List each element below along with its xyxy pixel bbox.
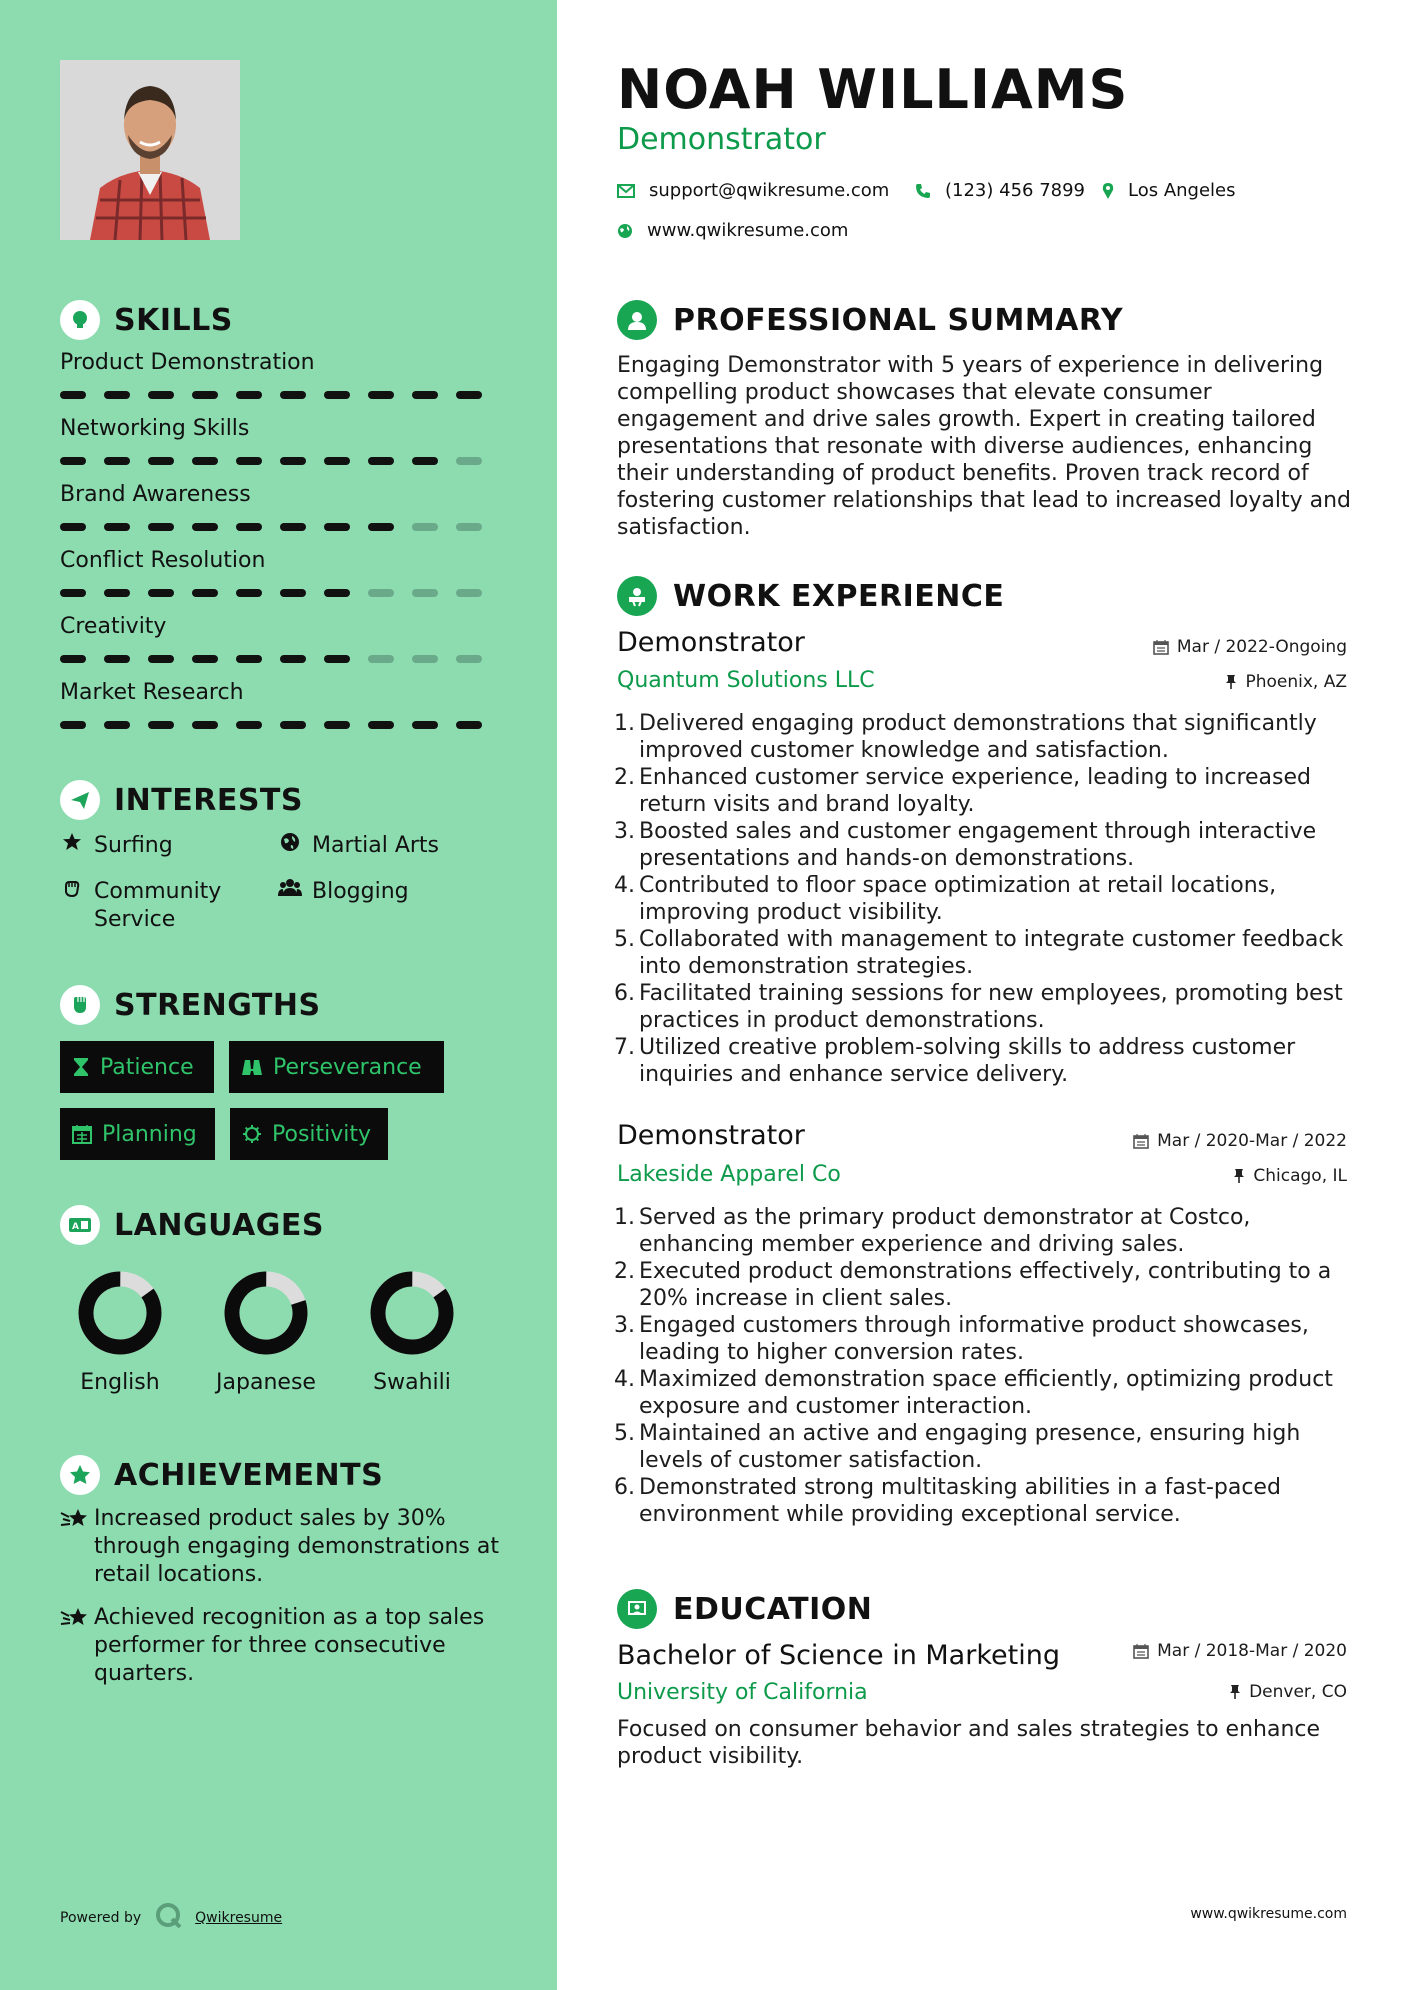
education-dates bbox=[1133, 1641, 1347, 1661]
skill-level-dash bbox=[324, 457, 350, 465]
skill-level-dash bbox=[60, 457, 86, 465]
skill-name: Product Demonstration bbox=[60, 350, 315, 375]
job-dates bbox=[1133, 1131, 1347, 1151]
bullet-text: Executed product demonstrations effectively, contributing to a 20% increase in client sales. bbox=[639, 1259, 1332, 1311]
contact-email[interactable] bbox=[617, 180, 889, 201]
job-bullet bbox=[609, 1420, 1369, 1474]
skill-level-dash bbox=[412, 721, 438, 729]
achievement-text: Increased product sales by 30% through engaging demonstrations at retail locations. bbox=[94, 1506, 499, 1587]
job-bullets bbox=[609, 710, 1369, 1088]
skill-level-dash bbox=[60, 523, 86, 531]
education-heading bbox=[617, 1589, 872, 1629]
bullet-text: Boosted sales and customer engagement through interactive presentations and hands-on demonstrations. bbox=[639, 819, 1317, 871]
skill-level-dash bbox=[192, 655, 218, 663]
skill-item bbox=[60, 614, 500, 663]
skill-level-bar bbox=[60, 721, 500, 729]
skill-level-dash bbox=[60, 391, 86, 399]
skill-level-dash bbox=[280, 655, 306, 663]
language-label: Japanese bbox=[216, 1370, 316, 1395]
language-label: English bbox=[80, 1370, 160, 1395]
skill-level-dash bbox=[412, 589, 438, 597]
language-item bbox=[60, 1268, 180, 1395]
skill-level-dash bbox=[368, 655, 394, 663]
skill-level-dash bbox=[236, 457, 262, 465]
skill-level-dash bbox=[192, 589, 218, 597]
language-icon bbox=[60, 1205, 100, 1245]
skill-level-dash bbox=[148, 589, 174, 597]
job-location bbox=[1225, 672, 1347, 692]
sidebar bbox=[0, 0, 557, 1990]
map-marker-icon bbox=[1102, 182, 1114, 200]
bullet-number: 4. bbox=[614, 1367, 635, 1392]
bullet-number: 1. bbox=[614, 711, 635, 736]
skills-heading bbox=[60, 300, 233, 340]
skill-level-dash bbox=[104, 721, 130, 729]
website-text: www.qwikresume.com bbox=[647, 220, 849, 241]
phone-text: (123) 456 7899 bbox=[945, 180, 1086, 201]
skill-level-dash bbox=[148, 655, 174, 663]
bullet-text: Demonstrated strong multitasking abilities in a fast-paced environment while providing exceptional service. bbox=[639, 1475, 1281, 1527]
bullet-text: Delivered engaging product demonstrations that significantly improved customer knowledge and satisfaction. bbox=[639, 711, 1317, 763]
skill-level-dash bbox=[456, 721, 482, 729]
skill-level-dash bbox=[324, 655, 350, 663]
skill-item bbox=[60, 350, 500, 399]
skill-level-bar bbox=[60, 391, 500, 399]
contact-phone[interactable] bbox=[915, 180, 1085, 201]
bullet-text: Contributed to floor space optimization at retail locations, improving product visibility. bbox=[639, 873, 1277, 925]
globe-icon bbox=[617, 223, 633, 239]
skill-level-dash bbox=[236, 589, 262, 597]
skill-level-dash bbox=[236, 523, 262, 531]
skill-level-dash bbox=[192, 457, 218, 465]
gear-icon bbox=[242, 1124, 262, 1144]
email-text: support@qwikresume.com bbox=[649, 180, 890, 201]
skill-level-dash bbox=[368, 523, 394, 531]
interest-label: Community Service bbox=[94, 879, 222, 932]
skill-level-dash bbox=[456, 655, 482, 663]
skill-level-dash bbox=[60, 589, 86, 597]
languages-title: LANGUAGES bbox=[114, 1207, 324, 1243]
interest-item bbox=[60, 878, 260, 934]
education-text: Focused on consumer behavior and sales strategies to enhance product visibility. bbox=[617, 1717, 1321, 1769]
skill-name: Brand Awareness bbox=[60, 482, 251, 507]
skill-level-dash bbox=[148, 391, 174, 399]
skill-name: Market Research bbox=[60, 680, 244, 705]
calendar-icon bbox=[1133, 1133, 1149, 1149]
skill-level-dash bbox=[104, 457, 130, 465]
skill-level-bar bbox=[60, 523, 500, 531]
skill-level-dash bbox=[148, 523, 174, 531]
pushpin-icon bbox=[1233, 1168, 1245, 1184]
star-icon bbox=[60, 832, 84, 852]
strength-tag bbox=[229, 1041, 444, 1093]
bullet-number: 2. bbox=[614, 1259, 635, 1284]
bullet-number: 1. bbox=[614, 1205, 635, 1230]
calendar-icon bbox=[72, 1124, 92, 1144]
candidate-role: Demonstrator bbox=[617, 122, 826, 157]
bullet-text: Maintained an active and engaging presence, ensuring high levels of customer satisfaction. bbox=[639, 1421, 1301, 1473]
bullet-text: Maximized demonstration space efficiently, optimizing product exposure and customer interaction. bbox=[639, 1367, 1333, 1419]
achievement-item bbox=[60, 1505, 510, 1589]
skill-level-dash bbox=[280, 523, 306, 531]
skill-level-dash bbox=[324, 391, 350, 399]
language-item bbox=[352, 1268, 472, 1395]
education-location-text: Denver, CO bbox=[1249, 1682, 1347, 1702]
bullet-number: 6. bbox=[614, 981, 635, 1006]
skill-level-dash bbox=[412, 523, 438, 531]
bullet-text: Collaborated with management to integrate customer feedback into demonstration strategies. bbox=[639, 927, 1344, 979]
strengths-title: STRENGTHS bbox=[114, 987, 321, 1023]
job-company: Quantum Solutions LLC bbox=[617, 668, 875, 693]
shooting-star-icon bbox=[60, 1606, 94, 1634]
binoculars-icon bbox=[241, 1057, 263, 1077]
language-label: Swahili bbox=[373, 1370, 451, 1395]
job-bullet bbox=[609, 872, 1369, 926]
main-content bbox=[557, 0, 1407, 1990]
skill-level-dash bbox=[280, 589, 306, 597]
powered-by bbox=[60, 1902, 282, 1934]
job-dates-text: Mar / 2022-Ongoing bbox=[1176, 637, 1347, 657]
skill-item bbox=[60, 680, 500, 729]
skill-level-dash bbox=[368, 391, 394, 399]
job-bullet bbox=[609, 1366, 1369, 1420]
languages-heading bbox=[60, 1205, 324, 1245]
skill-name: Creativity bbox=[60, 614, 167, 639]
bullet-text: Served as the primary product demonstrator at Costco, enhancing member experience and driving sales. bbox=[639, 1205, 1251, 1257]
bullet-number: 5. bbox=[614, 927, 635, 952]
skill-level-dash bbox=[456, 391, 482, 399]
paper-plane-icon bbox=[60, 780, 100, 820]
strength-tag bbox=[60, 1041, 214, 1093]
fist-icon bbox=[60, 985, 100, 1025]
pushpin-icon bbox=[1229, 1684, 1241, 1700]
qwikresume-logo-icon bbox=[155, 1902, 183, 1934]
job-bullet bbox=[609, 1258, 1369, 1312]
degree-title: Bachelor of Science in Marketing bbox=[617, 1640, 1060, 1671]
skill-level-dash bbox=[104, 655, 130, 663]
job-bullets bbox=[609, 1204, 1369, 1528]
interest-label: Surfing bbox=[94, 833, 173, 858]
school-name: University of California bbox=[617, 1680, 868, 1705]
skill-level-dash bbox=[60, 721, 86, 729]
envelope-icon bbox=[617, 184, 635, 198]
location-text: Los Angeles bbox=[1128, 180, 1236, 201]
job-bullet bbox=[609, 926, 1369, 980]
skill-level-dash bbox=[192, 391, 218, 399]
skill-level-dash bbox=[412, 457, 438, 465]
interest-label: Blogging bbox=[312, 879, 409, 904]
job-bullet bbox=[609, 1312, 1369, 1366]
brand-link[interactable]: Qwikresume bbox=[195, 1910, 283, 1926]
job-location-text: Phoenix, AZ bbox=[1245, 672, 1347, 692]
skill-level-dash bbox=[368, 721, 394, 729]
bullet-number: 3. bbox=[614, 1313, 635, 1338]
skill-name: Conflict Resolution bbox=[60, 548, 266, 573]
footer-url[interactable]: www.qwikresume.com bbox=[1190, 1906, 1347, 1922]
bullet-number: 5. bbox=[614, 1421, 635, 1446]
bullet-text: Engaged customers through informative product showcases, leading to higher conversion rates. bbox=[639, 1313, 1309, 1365]
language-donut-fill bbox=[223, 1270, 309, 1356]
skills-title: SKILLS bbox=[114, 302, 233, 338]
skill-level-dash bbox=[148, 721, 174, 729]
bullet-text: Enhanced customer service experience, leading to increased return visits and brand loyalty. bbox=[639, 765, 1311, 817]
skill-item bbox=[60, 482, 500, 531]
job-bullet bbox=[609, 1034, 1369, 1088]
interest-label: Martial Arts bbox=[312, 833, 440, 858]
skill-level-dash bbox=[104, 589, 130, 597]
job-bullet bbox=[609, 980, 1369, 1034]
achievements-title: ACHIEVEMENTS bbox=[114, 1457, 384, 1493]
strength-label: Patience bbox=[100, 1054, 194, 1080]
skill-level-dash bbox=[192, 721, 218, 729]
bullet-number: 4. bbox=[614, 873, 635, 898]
job-bullet bbox=[609, 764, 1369, 818]
strengths-heading bbox=[60, 985, 321, 1025]
award-icon bbox=[60, 1455, 100, 1495]
job-bullet bbox=[609, 1474, 1369, 1528]
lightbulb-icon bbox=[60, 300, 100, 340]
skill-level-dash bbox=[324, 589, 350, 597]
summary-text: Engaging Demonstrator with 5 years of experience in delivering compelling product showcases that elevate consumer engagement and drive sales growth. Expert in creating tailored presentations that resonate with diverse audiences, enhancing their understanding of product benefits. Proven track record of fostering customer relationships that lead to increased loyalty and satisfaction. bbox=[617, 353, 1351, 540]
achievements-heading bbox=[60, 1455, 383, 1495]
skill-level-bar bbox=[60, 457, 500, 465]
job-location-text: Chicago, IL bbox=[1253, 1166, 1347, 1186]
skill-level-dash bbox=[368, 457, 394, 465]
interests-heading bbox=[60, 780, 303, 820]
job-title: Demonstrator bbox=[617, 627, 805, 658]
pushpin-icon bbox=[1225, 674, 1237, 690]
skill-level-dash bbox=[412, 655, 438, 663]
skill-level-dash bbox=[324, 721, 350, 729]
achievement-text: Achieved recognition as a top sales performer for three consecutive quarters. bbox=[94, 1605, 485, 1686]
bullet-number: 3. bbox=[614, 819, 635, 844]
svg-text:A: A bbox=[72, 1222, 79, 1232]
powered-by-label: Powered by bbox=[60, 1910, 142, 1926]
summary-title: PROFESSIONAL SUMMARY bbox=[673, 302, 1124, 338]
skill-level-dash bbox=[236, 721, 262, 729]
job-location bbox=[1233, 1166, 1347, 1186]
skill-level-dash bbox=[104, 391, 130, 399]
language-donut bbox=[221, 1268, 311, 1358]
user-icon bbox=[617, 300, 657, 340]
job-bullet bbox=[609, 1204, 1369, 1258]
job-dates-text: Mar / 2020-Mar / 2022 bbox=[1157, 1131, 1347, 1151]
education-dates-text: Mar / 2018-Mar / 2020 bbox=[1157, 1641, 1347, 1661]
skill-item bbox=[60, 548, 500, 597]
graduation-icon bbox=[617, 1589, 657, 1629]
skill-level-dash bbox=[368, 589, 394, 597]
skill-level-dash bbox=[236, 391, 262, 399]
skill-item bbox=[60, 416, 500, 465]
job-bullet bbox=[609, 818, 1369, 872]
job-bullet bbox=[609, 710, 1369, 764]
strength-tag bbox=[60, 1108, 215, 1160]
summary-heading bbox=[617, 300, 1123, 340]
job-title: Demonstrator bbox=[617, 1120, 805, 1151]
interest-item bbox=[278, 832, 439, 860]
interest-item bbox=[60, 832, 173, 860]
language-item bbox=[206, 1268, 326, 1395]
contact-location bbox=[1102, 180, 1236, 201]
skill-level-bar bbox=[60, 589, 500, 597]
job-company: Lakeside Apparel Co bbox=[617, 1162, 841, 1187]
phone-icon bbox=[915, 183, 931, 199]
contact-website[interactable] bbox=[617, 220, 848, 241]
education-location bbox=[1229, 1682, 1347, 1702]
skill-level-dash bbox=[104, 523, 130, 531]
strength-label: Perseverance bbox=[273, 1054, 422, 1080]
language-donut bbox=[75, 1268, 165, 1358]
strength-tag bbox=[230, 1108, 388, 1160]
skill-name: Networking Skills bbox=[60, 416, 250, 441]
bullet-number: 2. bbox=[614, 765, 635, 790]
skill-level-dash bbox=[60, 655, 86, 663]
globe-icon bbox=[278, 832, 302, 852]
skill-level-dash bbox=[456, 457, 482, 465]
language-donut bbox=[367, 1268, 457, 1358]
skill-level-bar bbox=[60, 655, 500, 663]
language-donut-fill bbox=[367, 1268, 457, 1358]
interests-title: INTERESTS bbox=[114, 782, 303, 818]
bullet-number: 7. bbox=[614, 1035, 635, 1060]
bullet-text: Facilitated training sessions for new employees, promoting best practices in product demonstrations. bbox=[639, 981, 1343, 1033]
profile-photo bbox=[60, 60, 240, 240]
shooting-star-icon bbox=[60, 1507, 94, 1535]
experience-heading bbox=[617, 576, 1004, 616]
briefcase-icon bbox=[617, 576, 657, 616]
skill-level-dash bbox=[280, 391, 306, 399]
job-dates bbox=[1153, 637, 1347, 657]
hand-icon bbox=[60, 878, 84, 898]
users-icon bbox=[278, 878, 302, 898]
experience-title: WORK EXPERIENCE bbox=[673, 578, 1005, 614]
skill-level-dash bbox=[412, 391, 438, 399]
hourglass-icon bbox=[72, 1057, 90, 1077]
bullet-text: Utilized creative problem-solving skills to address customer inquiries and enhance service delivery. bbox=[639, 1035, 1296, 1087]
skill-level-dash bbox=[192, 523, 218, 531]
strength-label: Positivity bbox=[272, 1121, 372, 1147]
skill-level-dash bbox=[236, 655, 262, 663]
strength-label: Planning bbox=[102, 1121, 197, 1147]
skill-level-dash bbox=[280, 457, 306, 465]
skill-level-dash bbox=[456, 523, 482, 531]
achievement-item bbox=[60, 1604, 510, 1688]
language-donut-fill bbox=[75, 1268, 165, 1358]
skill-level-dash bbox=[456, 589, 482, 597]
candidate-name: NOAH WILLIAMS bbox=[617, 58, 1129, 121]
skill-level-dash bbox=[324, 523, 350, 531]
skill-level-dash bbox=[280, 721, 306, 729]
skill-level-dash bbox=[148, 457, 174, 465]
bullet-number: 6. bbox=[614, 1475, 635, 1500]
education-title: EDUCATION bbox=[673, 1591, 873, 1627]
calendar-icon bbox=[1133, 1643, 1149, 1659]
interest-item bbox=[278, 878, 409, 906]
calendar-icon bbox=[1153, 639, 1169, 655]
